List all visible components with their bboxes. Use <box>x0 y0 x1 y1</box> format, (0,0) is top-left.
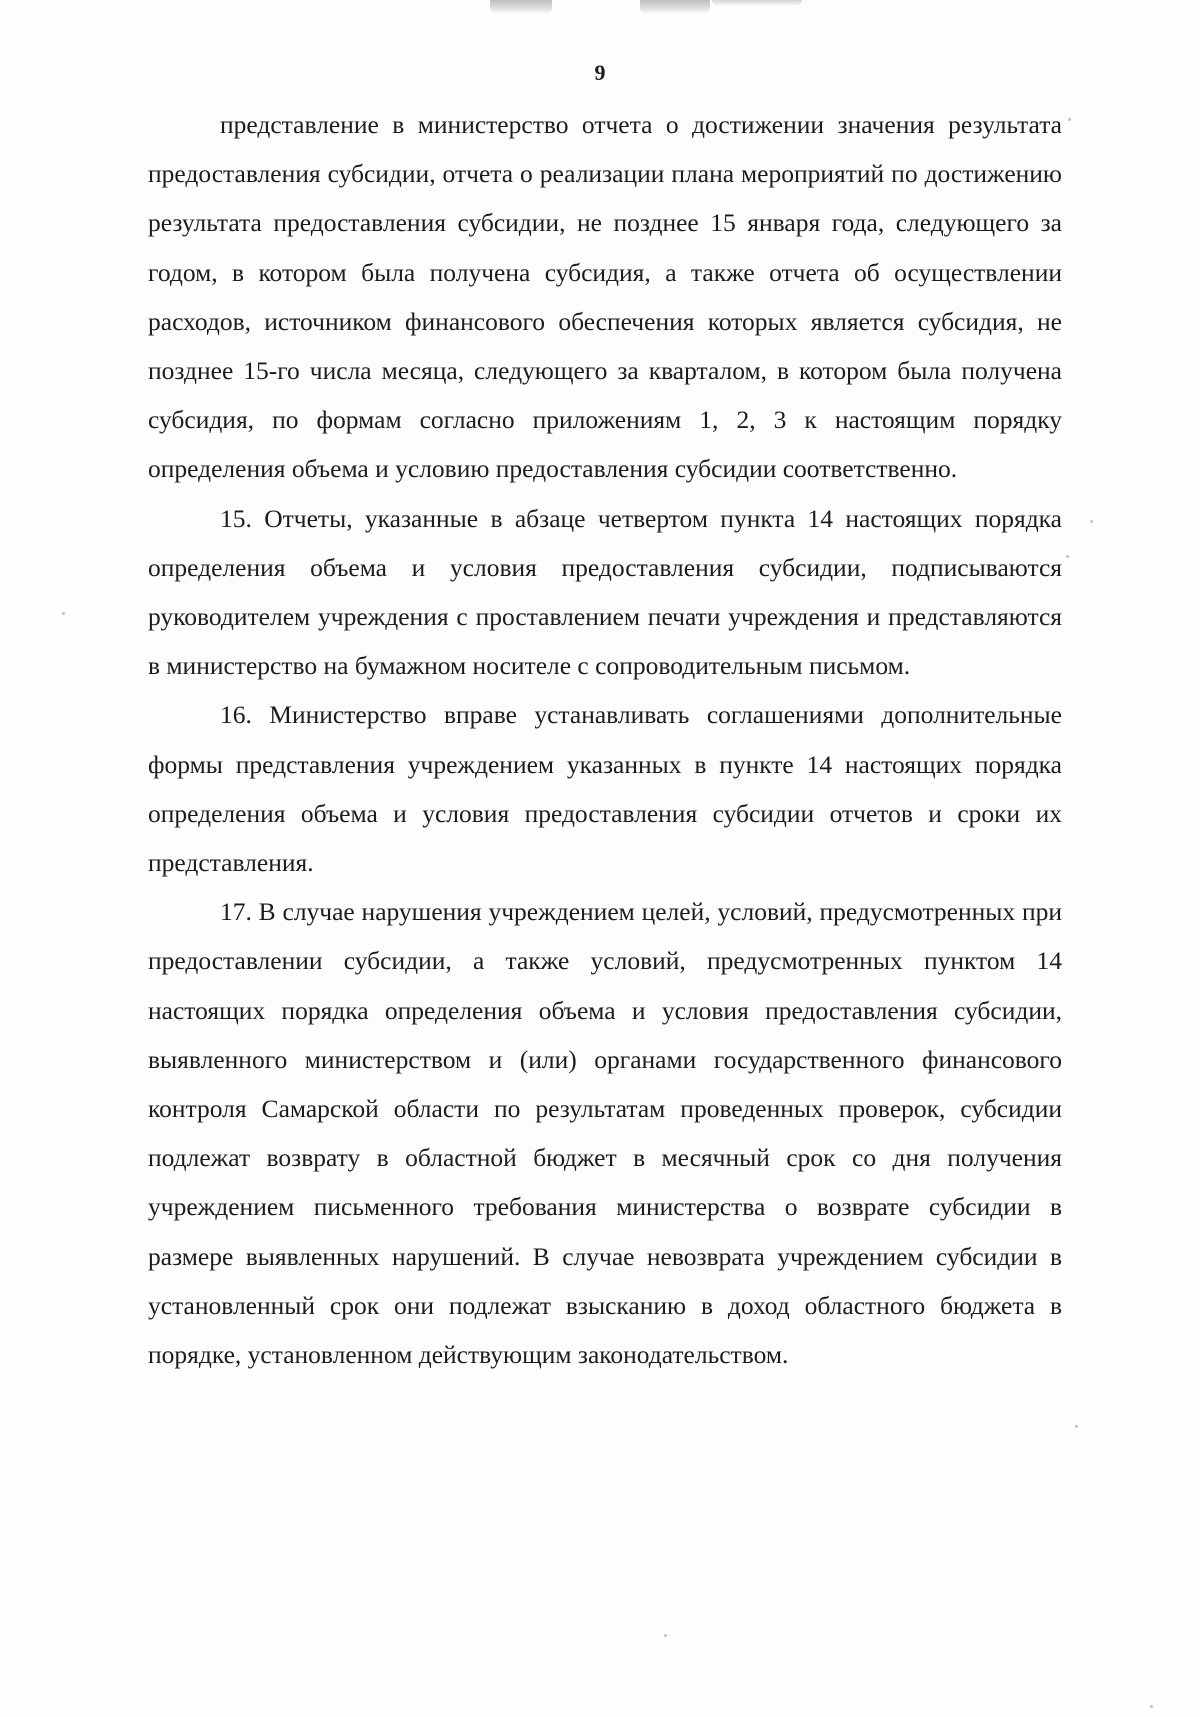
page-number: 9 <box>594 60 606 85</box>
scan-speck <box>1075 1425 1078 1428</box>
scan-speck <box>62 612 65 615</box>
document-body <box>148 100 1062 1379</box>
scan-speck <box>1150 1705 1153 1708</box>
scan-speck <box>1090 520 1093 523</box>
scan-speck <box>664 1634 667 1637</box>
paragraph-17: 17. В случае нарушения учреждением целей, условий, предусмотренных при предоставлении субсидии, а также условий, предусмотренных пунктом 14 настоящих порядка определения объема и условия предоставления субсидии, выявленного министерством и (или) органами государственного финансового контроля Самарской области по результатам проведенных проверок, субсидии подлежат возврату в областной бюджет в месячный срок со дня получения учреждением письменного требования министерства о возврате субсидии в размере выявленных нарушений. В случае невозврата учреждением субсидии в установленный срок они подлежат взысканию в доход областного бюджета в порядке, установленном действующим законодательством. <box>148 897 1062 1370</box>
scan-artifact <box>640 0 710 14</box>
scan-speck <box>1068 118 1071 121</box>
paragraph-reporting-requirements: представление в министерство отчета о достижении значения результата предоставления субсидии, отчета о реализации плана мероприятий по достижению результата предоставления субсидии, не позднее 15 января года, следующего за годом, в котором была получена субсидия, а также отчета об осуществлении расходов, источником финансового обеспечения которых является субсидия, не позднее 15-го числа месяца, следующего за кварталом, в котором была получена субсидия, по формам согласно приложениям 1, 2, 3 к настоящим порядку определения объема и условию предоставления субсидии соответственно. <box>148 110 1062 484</box>
scan-artifact <box>712 0 802 6</box>
scan-artifact <box>490 0 552 14</box>
scan-speck <box>1066 555 1069 558</box>
paragraph-15: 15. Отчеты, указанные в абзаце четвертом пункта 14 настоящих порядка определения объема и условия предоставления субсидии, подписываются руководителем учреждения с проставлением печати учреждения и представляются в министерство на бумажном носителе с сопроводительным письмом. <box>148 503 1062 681</box>
paragraph-16: 16. Министерство вправе устанавливать соглашениями дополнительные формы представления учреждением указанных в пункте 14 настоящих порядка определения объема и условия предоставления субсидии отчетов и сроки их представления. <box>148 700 1062 878</box>
